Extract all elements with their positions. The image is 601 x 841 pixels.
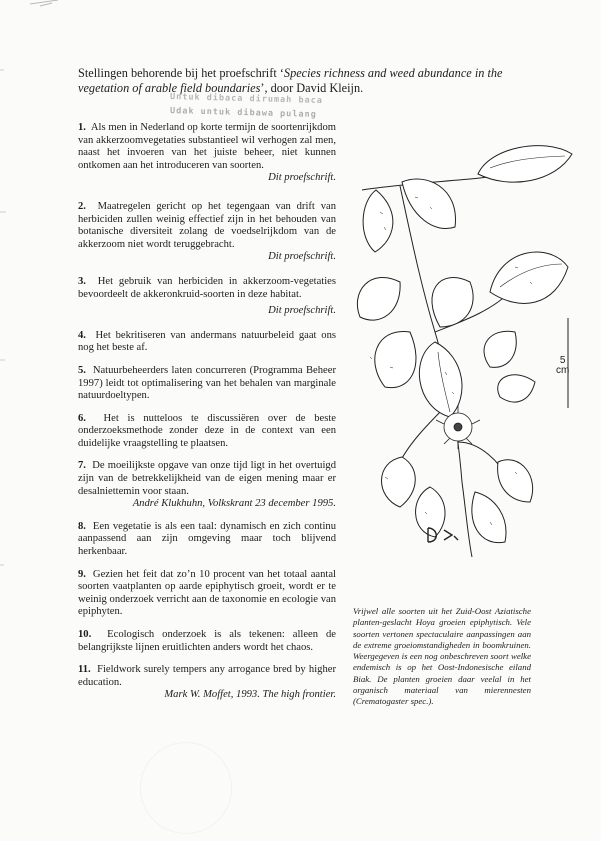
proposition-7 (78, 460, 336, 498)
leaf-right-lower (498, 375, 535, 402)
hoya-plant-illustration (340, 142, 580, 562)
library-stamp-line-1: Untuk dibaca dirumah baca (169, 91, 324, 107)
proposition-11 (78, 664, 336, 689)
leaf-left-large (375, 332, 416, 388)
proposition-number: 1. (78, 122, 86, 133)
leaf-lower-right (498, 460, 533, 502)
proposition-number: 8. (78, 520, 86, 532)
leaf-upper-mid (402, 179, 455, 229)
propositions-list (78, 122, 336, 702)
proposition-text: Als men in Nederland op korte termijn de soortenrijkdom van akkerzoomvegetaties substantieel wil verhogen zal men, naast het invoeren van het juiste beheer, niet kunnen ontkomen aan het introduceren van soorten. (78, 122, 336, 171)
proposition-source: Dit proefschrift. (268, 305, 336, 317)
leaf-center-large (419, 342, 462, 417)
artist-signature (424, 524, 464, 546)
scale-value: 5 (559, 355, 566, 366)
proposition-source: Mark W. Moffet, 1993. The high frontier. (164, 689, 336, 701)
leaf-mid-right (490, 252, 568, 303)
thesis-title: Species richness and weed abundance in the vegetation of arable field boundaries (78, 66, 503, 95)
title-suffix: ’, door David Kleijn. (260, 81, 364, 95)
title-prefix: Stellingen behorende bij het proefschrift ‘ (78, 66, 284, 80)
proposition-text: Het is nutteloos te discussiëren over de beste onderzoeksmethode zonder deze in de context van een duidelijke vraagstelling te plaatsen. (78, 412, 336, 449)
leaf-top-right (478, 146, 572, 183)
figure-caption: Vrijwel alle soorten uit het Zuid-Oost Aziatische planten-geslacht Hoya groeien epiphytisch. Vele soorten vertonen spectaculaire aanpassingen aan de extreme groeiomstandigheden in boomkruinen. Weergegeven is een nog onbeschreven soort welke endemisch is op het Oost-Indonesische eiland Biak. De planten groeien daar veelal in het organisch materiaal van mierennesten (Crematogaster spec.). (353, 606, 531, 707)
proposition-number: 6. (78, 412, 86, 424)
scale-unit: cm (556, 365, 570, 376)
proposition-text: Ecologisch onderzoek is als tekenen: alleen de belangrijkste lijnen eruitlichten anders wordt het chaos. (78, 629, 336, 653)
proposition-source: André Klukhuhn, Volkskrant 23 december 1995. (132, 498, 336, 510)
proposition-text: De moeilijkste opgave van onze tijd ligt in het overtuigd zijn van de betrekkelijkheid van de eigen mening maar er desalniettemin voor staan. (78, 460, 337, 497)
proposition-number: 3. (78, 275, 86, 287)
proposition-text: Het bekritiseren van andermans natuurbeleid gaat ons nog het beste af. (78, 329, 336, 354)
scale-label (556, 356, 569, 376)
proposition-number: 10. (78, 629, 92, 640)
leaf-mid-left (357, 277, 400, 320)
proposition-text: Fieldwork surely tempers any arrogance bred by higher education. (78, 664, 336, 688)
leaf-right-mid (484, 331, 516, 367)
proposition-number: 9. (78, 568, 86, 580)
proposition-text: Maatregelen gericht op het tegengaan van drift van herbiciden zullen weinig effectief zijn in het behouden van botanische diversiteit zolang de voedselrijkdom van de akkerzoom niet wordt teruggebracht. (78, 200, 336, 250)
proposition-4 (78, 330, 336, 355)
proposition-2 (78, 201, 336, 251)
proposition-text: Gezien het feit dat zo’n 10 procent van het totaal aantal soorten vaatplanten op aarde epiphytisch groeit, wordt er te weinig onderzoek verricht aan de taxonomie en ecologie van epiphyten. (78, 568, 336, 618)
faded-stamp-impression (140, 742, 232, 834)
proposition-9 (78, 569, 336, 619)
proposition-5 (78, 365, 336, 403)
proposition-source: Dit proefschrift. (268, 172, 336, 184)
proposition-number: 11. (78, 664, 91, 676)
proposition-1 (78, 122, 336, 172)
library-stamp-line-2: Udak untuk dibawa pulang (169, 106, 317, 120)
leaf-lower-left (381, 457, 415, 507)
proposition-text: Een vegetatie is als een taal: dynamisch en zich continu aanpassend aan zijn omgeving maar toch blijvend herkenbaar. (78, 520, 337, 558)
proposition-source: Dit proefschrift. (268, 251, 336, 263)
proposition-8 (78, 521, 336, 559)
proposition-text: Natuurbeheerders laten concurreren (Programma Beheer 1997) leidt tot optimalisering van het behalen van marginale natuurdoeltypen. (78, 364, 336, 402)
proposition-10 (78, 629, 336, 654)
proposition-6 (78, 413, 336, 451)
proposition-number: 5. (78, 364, 86, 376)
proposition-text: Het gebruik van herbiciden in akkerzoom-vegetaties bevoordeelt de akkeronkruid-soorten in deze habitat. (78, 275, 337, 300)
proposition-number: 4. (78, 329, 86, 341)
leaf-bottom-right (472, 492, 506, 543)
proposition-3 (78, 276, 336, 301)
leaf-upper-left (363, 190, 393, 252)
page-title (78, 66, 518, 96)
proposition-number: 7. (78, 460, 86, 472)
proposition-number: 2. (78, 200, 86, 212)
